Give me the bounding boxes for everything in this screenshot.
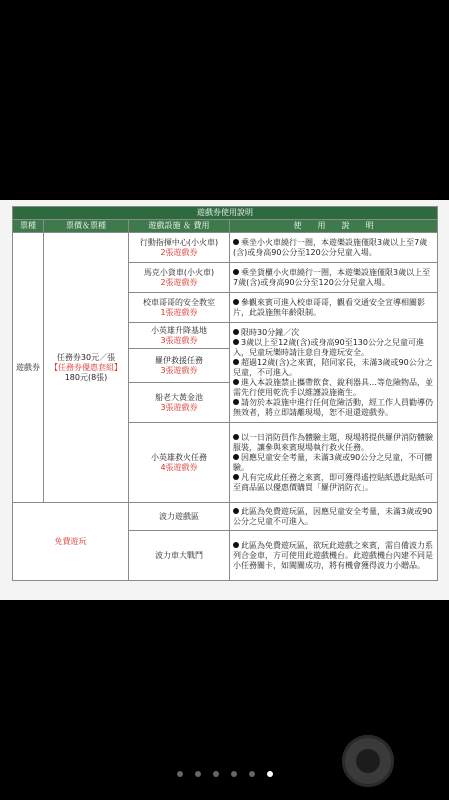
ticket-type-coupon: 遊戲券	[13, 233, 44, 503]
bullet-icon	[233, 542, 239, 548]
bullet-icon	[233, 434, 239, 440]
facility-cell: 行動指揮中心(小火車) 2張遊戲券	[129, 233, 230, 263]
bullet-icon	[233, 339, 239, 345]
page-dot[interactable]	[195, 771, 201, 777]
bullet-icon	[233, 329, 239, 335]
page-indicator	[0, 771, 449, 777]
bullet-icon	[233, 454, 239, 460]
table-title: 遊戲券使用說明	[13, 207, 438, 220]
header-price: 票價＆票種	[44, 220, 129, 233]
bullet-icon	[233, 379, 239, 385]
floating-action-button[interactable]	[342, 735, 394, 787]
bullet-icon	[233, 474, 239, 480]
free-play-label: 免費遊玩	[13, 503, 129, 581]
description-cell: 乘坐小火車繞行一圈，本遊樂設施僅限3歲以上至7歲(含)或身高90公分至120公分兒童入場。	[230, 233, 438, 263]
facility-cell: 羅伊救援任務 3張遊戲券	[129, 349, 230, 383]
bullet-icon	[233, 269, 239, 275]
shared-description-cell: 限時30分鐘／次 3歲以上至12歲(含)或身高90至130公分之兒童可進入，兒童玩樂時請注意自身遊玩安全。 超過12歲(含)之來賓，陪同家長，未滿3歲或90公分之兒童，不可進入。 進入本設施禁止攜帶飲食、銳利器具…等危險物品，並需先行使用乾洗手以維護設施衛生。 請勿於本設施中進行任何危險活動，經工作人員勸導仍無效者，將立即請離現場，恕不退還遊戲券。	[230, 323, 438, 423]
description-cell: 以一日消防員作為體驗主題，現場將提供羅伊消防體驗服裝，讓參與來賓現場執行救火任務。 因應兒童安全考量，未滿3歲或90公分之兒童，不可體驗。 凡有完成此任務之來賓，即可獲得遙控貼紙憑此貼紙可至商品區以優惠價購買「羅伊消防衣」。	[230, 423, 438, 503]
bullet-icon	[233, 508, 239, 514]
bullet-icon	[233, 299, 239, 305]
facility-cell: 小英雄升降基地 3張遊戲券	[129, 323, 230, 349]
facility-cell: 波力車大戰鬥	[129, 531, 230, 581]
price-cell	[44, 233, 129, 503]
facility-cell: 小英雄救火任務 4張遊戲券	[129, 423, 230, 503]
price-line-1: 任務券30元／張	[56, 352, 116, 362]
photo-of-coupon-table	[0, 200, 449, 600]
bullet-icon	[233, 239, 239, 245]
coupon-instructions-table	[12, 206, 438, 581]
header-ticket-type: 票種	[13, 220, 44, 233]
page-dot[interactable]	[213, 771, 219, 777]
price-line-2: 【任務券優惠套組】	[50, 362, 122, 372]
header-description: 使 用 說 明	[230, 220, 438, 233]
page-dot[interactable]	[231, 771, 237, 777]
page-dot[interactable]	[177, 771, 183, 777]
facility-cell: 波力遊戲區	[129, 503, 230, 531]
price-line-3: 180元(8張)	[64, 372, 108, 382]
description-cell: 參觀來賓可進入校車哥哥，觀看交通安全宣導相關影片，此設施無年齡限制。	[230, 293, 438, 323]
bullet-icon	[233, 359, 239, 365]
facility-cell: 馬克小貨車(小火車) 2張遊戲券	[129, 263, 230, 293]
page-dot[interactable]	[249, 771, 255, 777]
description-cell: 此區為免費遊玩區，欲玩此遊戲之來賓，需自備波力系列合金車，方可使用此遊戲機台。此遊戲機台內建不同是小任務關卡，如闖關成功，將有機會獲得波力小贈品。	[230, 531, 438, 581]
description-cell: 乘坐貨櫃小火車繞行一圈，本遊樂設施僅限3歲以上至7歲(含)或身高90公分至120公分兒童入場。	[230, 263, 438, 293]
floating-button-inner	[356, 749, 380, 773]
bullet-icon	[233, 399, 239, 405]
description-cell: 此區為免費遊玩區，因應兒童安全考量，未滿3歲或90公分之兒童不可進入。	[230, 503, 438, 531]
header-facility: 遊戲設施 ＆ 費用	[129, 220, 230, 233]
facility-cell: 校車哥哥的安全教室 1張遊戲券	[129, 293, 230, 323]
page-dot-active[interactable]	[267, 771, 273, 777]
facility-cell: 船老大黃金池 3張遊戲券	[129, 383, 230, 423]
